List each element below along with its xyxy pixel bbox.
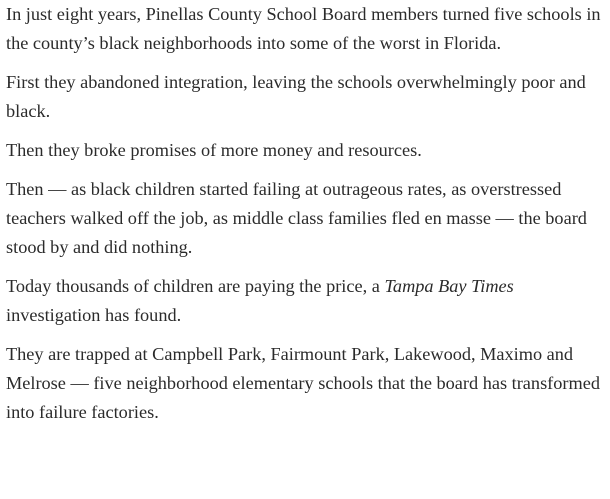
paragraph: They are trapped at Campbell Park, Fairmount Park, Lakewood, Maximo and Melrose — five neighborhood elementary schools that the board has transformed into failure factories. [6,344,600,422]
paragraph [6,272,606,330]
paragraph: Then — as black children started failing at outrageous rates, as overstressed teachers walked off the job, as middle class families fled en masse — the board stood by and did nothing. [6,179,587,257]
paragraph-text: investigation has found. [6,305,182,325]
paragraph: Then they broke promises of more money and resources. [6,140,422,160]
paragraph-text: Today thousands of children are paying the price, a [6,276,385,296]
publication-name: Tampa Bay Times [384,276,514,296]
paragraph: In just eight years, Pinellas County School Board members turned five schools in the county’s black neighborhoods into some of the worst in Florida. [6,4,601,53]
paragraph: First they abandoned integration, leaving the schools overwhelmingly poor and black. [6,72,586,121]
